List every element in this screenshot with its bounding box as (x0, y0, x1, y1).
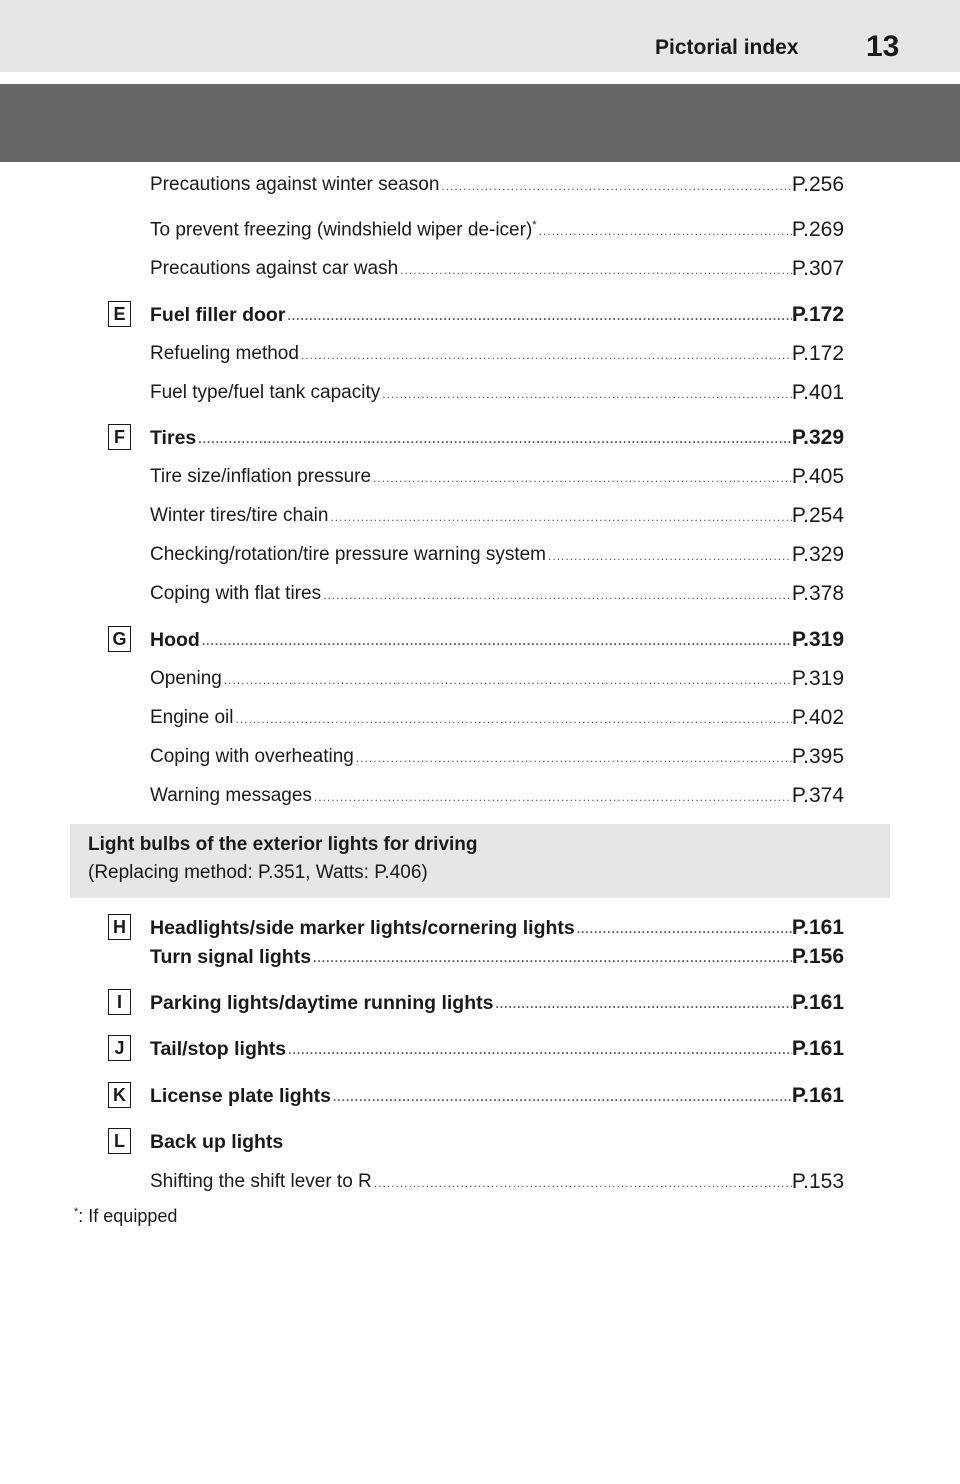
leader-dots (200, 634, 792, 648)
page-ref[interactable]: P.161 (791, 1037, 844, 1060)
index-row-main[interactable] (150, 625, 844, 651)
marker-k: K (108, 1082, 131, 1108)
leader-dots (328, 510, 791, 524)
index-row-main[interactable] (150, 423, 844, 449)
row-label: Engine oil (150, 707, 234, 728)
leader-dots (312, 790, 792, 804)
leader-dots (537, 224, 792, 238)
index-row[interactable] (150, 540, 844, 566)
page-ref[interactable]: P.402 (791, 706, 844, 729)
index-row[interactable] (150, 339, 844, 365)
leader-dots (299, 348, 792, 362)
leader-dots (321, 588, 792, 602)
note-subtitle: (Replacing method: P.351, Watts: P.406) (88, 862, 428, 883)
index-row-main[interactable] (150, 988, 844, 1014)
leader-dots (380, 387, 792, 401)
note-title: Light bulbs of the exterior lights for driving (88, 834, 478, 855)
index-row[interactable] (150, 462, 844, 488)
marker-l: L (108, 1128, 131, 1154)
page-ref[interactable]: P.256 (791, 173, 844, 196)
index-row-main[interactable] (150, 1034, 844, 1060)
page-title: Pictorial index (655, 36, 799, 59)
row-label: Shifting the shift lever to R (150, 1171, 372, 1192)
leader-dots (354, 751, 792, 765)
leader-dots (331, 1090, 792, 1104)
page-ref[interactable]: P.401 (791, 381, 844, 404)
page-number: 13 (866, 30, 900, 63)
marker-g: G (108, 626, 131, 652)
leader-dots (222, 673, 792, 687)
row-label: Fuel type/fuel tank capacity (150, 382, 381, 403)
row-label: License plate lights (150, 1085, 331, 1107)
row-label: Winter tires/tire chain (150, 505, 329, 526)
row-label: Refueling method (150, 343, 299, 364)
leader-dots (575, 922, 792, 936)
footnote (74, 1206, 177, 1227)
index-row[interactable] (150, 170, 844, 196)
marker-e: E (108, 301, 131, 327)
index-row[interactable] (150, 781, 844, 807)
marker-j: J (108, 1035, 131, 1061)
page-ref[interactable]: P.395 (791, 745, 844, 768)
page-ref[interactable]: P.329 (791, 426, 844, 449)
row-label: Warning messages (150, 785, 312, 806)
row-label: Checking/rotation/tire pressure warning system (150, 544, 547, 565)
leader-dots (233, 712, 791, 726)
row-label: Hood (150, 629, 200, 651)
index-row[interactable] (150, 501, 844, 527)
page-ref[interactable]: P.161 (791, 991, 844, 1014)
row-label: Tail/stop lights (150, 1038, 287, 1060)
page-ref[interactable]: P.153 (791, 1170, 844, 1193)
page-ref[interactable]: P.307 (791, 257, 844, 280)
page-ref[interactable]: P.161 (791, 916, 844, 939)
index-row-main[interactable] (150, 942, 844, 968)
index-row[interactable] (150, 254, 844, 280)
page-ref[interactable]: P.161 (791, 1084, 844, 1107)
row-label: Coping with overheating (150, 746, 354, 767)
page-ref[interactable]: P.172 (791, 303, 844, 326)
row-label: Tires (150, 427, 197, 449)
row-label: Precautions against winter season (150, 174, 440, 195)
row-label: Fuel filler door (150, 304, 286, 326)
footnote-mark: * (74, 1206, 79, 1218)
index-row[interactable] (150, 579, 844, 605)
row-label: To prevent freezing (windshield wiper de-icer)* (150, 218, 537, 240)
index-row-main[interactable] (150, 1081, 844, 1107)
marker-h: H (108, 914, 131, 940)
row-label: Precautions against car wash (150, 258, 399, 279)
leader-dots (196, 432, 792, 446)
leader-dots (311, 951, 792, 965)
marker-f: F (108, 424, 131, 450)
page-ref[interactable]: P.374 (791, 784, 844, 807)
index-row[interactable] (150, 664, 844, 690)
leader-dots (546, 549, 792, 563)
index-row[interactable] (150, 742, 844, 768)
page-ref[interactable]: P.156 (791, 945, 844, 968)
leader-dots (493, 997, 791, 1011)
row-label: Tire size/inflation pressure (150, 466, 372, 487)
footnote-text: : If equipped (78, 1206, 178, 1226)
row-label: Turn signal lights (150, 946, 312, 968)
page-ref[interactable]: P.319 (791, 667, 844, 690)
leader-dots (372, 1176, 792, 1190)
index-row[interactable] (150, 1167, 844, 1193)
leader-dots (398, 263, 792, 277)
row-label: Parking lights/daytime running lights (150, 992, 494, 1014)
page-ref[interactable]: P.254 (791, 504, 844, 527)
page-ref[interactable]: P.269 (791, 218, 844, 241)
footnote-mark: * (532, 218, 537, 231)
leader-dots (371, 471, 792, 485)
leader-dots (286, 1043, 792, 1057)
index-row-main (150, 1127, 844, 1153)
row-label: Opening (150, 668, 222, 689)
page-ref[interactable]: P.405 (791, 465, 844, 488)
index-row[interactable] (150, 215, 844, 241)
leader-dots (439, 179, 791, 193)
row-label: Headlights/side marker lights/cornering lights (150, 917, 575, 939)
note-box (70, 824, 890, 898)
row-label: Coping with flat tires (150, 583, 322, 604)
header-band (0, 84, 960, 162)
page-ref[interactable]: P.319 (791, 628, 844, 651)
index-row-main[interactable] (150, 300, 844, 326)
page-ref[interactable]: P.172 (791, 342, 844, 365)
index-row[interactable] (150, 378, 844, 404)
page-ref[interactable]: P.378 (791, 582, 844, 605)
leader-dots (285, 309, 791, 323)
index-row[interactable] (150, 703, 844, 729)
index-row-main[interactable] (150, 913, 844, 939)
page-header (0, 0, 960, 72)
row-label: Back up lights (150, 1131, 284, 1153)
marker-i: I (108, 989, 131, 1015)
page-ref[interactable]: P.329 (791, 543, 844, 566)
